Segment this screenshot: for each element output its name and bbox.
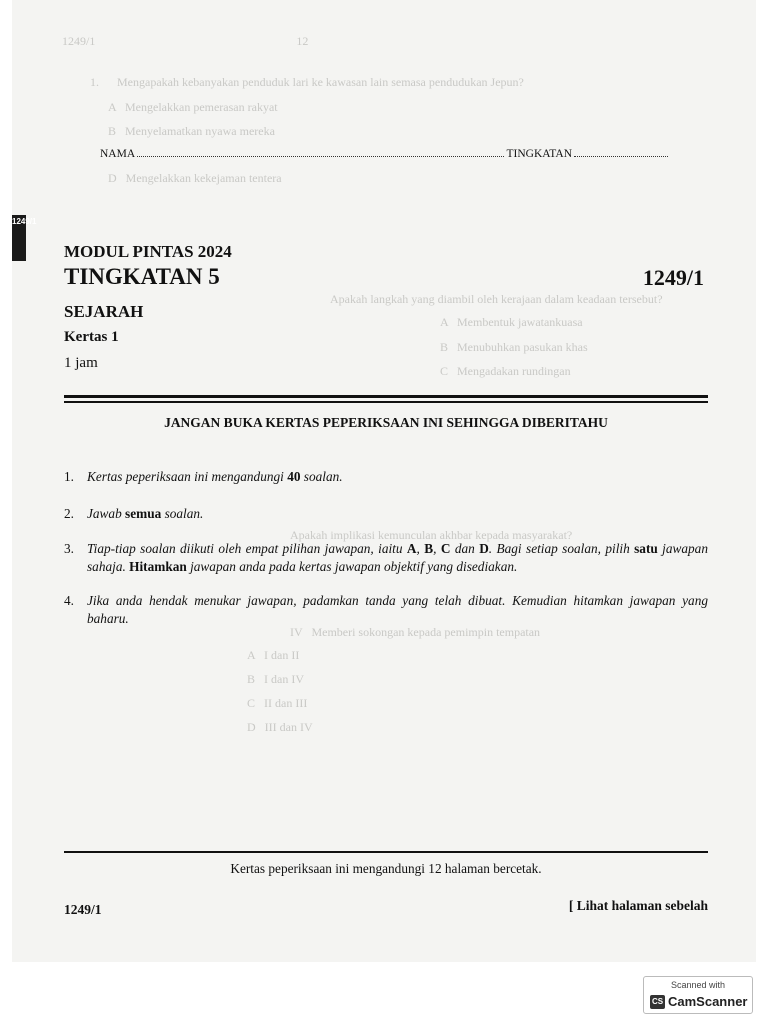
instruction-text [87, 468, 708, 486]
instruction-number: 2. [64, 506, 74, 521]
instruction-segment: Kertas peperiksaan ini mengandungi [87, 469, 288, 484]
name-field[interactable] [137, 146, 504, 157]
instruction-text [87, 592, 708, 628]
camscanner-watermark [643, 976, 753, 1014]
name-label: NAMA [100, 148, 136, 160]
footer-paper-code: 1249/1 [64, 902, 102, 917]
divider-thick [64, 395, 708, 398]
bleed-through-text: A Mengelakkan pemerasan rakyat [90, 100, 278, 114]
bleed-through-text: B I dan IV [100, 672, 304, 686]
divider-thin [64, 401, 708, 403]
instruction-number: 1. [64, 469, 74, 484]
instruction-item [64, 592, 708, 628]
do-not-open-warning: JANGAN BUKA KERTAS PEPERIKSAAN INI SEHINGGA DIBERITAHU [164, 415, 608, 430]
bleed-through-text: A Membentuk jawatankuasa [440, 315, 583, 329]
name-class-row [100, 146, 670, 160]
bleed-through-text: B Menubuhkan pasukan khas [440, 340, 588, 354]
class-label: TINGKATAN [506, 148, 572, 160]
bleed-through-text: B Menyelamatkan nyawa mereka [90, 124, 275, 138]
form-level: TINGKATAN 5 [64, 264, 220, 289]
bleed-through-text: D Mengelakkan kekejaman tentera [90, 171, 282, 185]
instruction-text [87, 540, 708, 576]
bleed-through-text: A I dan II [100, 648, 300, 662]
instruction-item [64, 505, 708, 523]
instruction-segment: Jawab [87, 506, 126, 521]
page-count-note: Kertas peperiksaan ini mengandungi 12 halaman bercetak. [230, 861, 542, 876]
instruction-item [64, 540, 708, 576]
instruction-emphasis: C [440, 541, 451, 556]
instruction-emphasis: 40 [287, 469, 301, 484]
instruction-segment: Tiap-tiap soalan diikuti oleh empat pilihan jawapan, iaitu [87, 541, 407, 556]
camscanner-logo-icon: CS [650, 995, 665, 1009]
module-title: MODUL PINTAS 2024 [64, 242, 232, 261]
subject-title: SEJARAH [64, 302, 144, 321]
see-next-page-note: [ Lihat halaman sebelah [568, 898, 708, 913]
bleed-through-text: D III dan IV [100, 720, 313, 734]
instruction-number: 3. [64, 541, 74, 556]
instruction-emphasis: satu [634, 541, 658, 556]
bleed-through-text: C Mengadakan rundingan [440, 364, 571, 378]
watermark-caption: Scanned with [670, 980, 726, 990]
instruction-segment: jawapan sahaja. [87, 541, 708, 574]
instruction-segment: soalan. [300, 469, 343, 484]
instruction-emphasis: B [424, 541, 434, 556]
instruction-segment: Jika anda hendak menukar jawapan, padamkan tanda yang telah dibuat. Kemudian hitamkan jawapan yang baharu. [87, 593, 708, 626]
instruction-segment: jawapan anda pada kertas jawapan objektif yang disediakan. [186, 559, 518, 574]
instruction-emphasis: A [406, 541, 417, 556]
bleed-through-text: 1. Mengapakah kebanyakan penduduk lari ke kawasan lain semasa pendudukan Jepun? [90, 75, 524, 89]
spine-code-label: 1249/1 [12, 215, 26, 261]
watermark-brand: CamScanner [668, 994, 748, 1009]
instruction-segment: dan [450, 541, 480, 556]
instruction-number: 4. [64, 593, 74, 608]
instruction-emphasis: D [479, 541, 489, 556]
bleed-through-text: IV Memberi sokongan kepada pemimpin tempatan [290, 625, 541, 639]
class-field[interactable] [574, 146, 668, 157]
bleed-through-text: Apakah langkah yang diambil oleh kerajaan dalam keadaan tersebut? [330, 292, 663, 306]
instruction-item [64, 468, 708, 486]
paper-code: 1249/1 [642, 265, 704, 290]
instruction-emphasis: semua [125, 506, 162, 521]
bleed-through-text: Apakah implikasi kemunculan akhbar kepada masyarakat? [290, 528, 573, 542]
bleed-through-text: C II dan III [100, 696, 308, 710]
bleed-through-text: 1249/1 12 [62, 34, 309, 48]
instruction-segment: . Bagi setiap soalan, pilih [488, 541, 635, 556]
instruction-segment: , [433, 541, 441, 556]
instruction-emphasis: Hitamkan [129, 559, 187, 574]
instruction-segment: , [416, 541, 425, 556]
footer-divider [64, 851, 708, 853]
paper-number: Kertas 1 [64, 329, 119, 345]
exam-duration: 1 jam [64, 355, 98, 371]
instruction-segment: soalan. [161, 506, 204, 521]
instruction-text [87, 505, 708, 523]
